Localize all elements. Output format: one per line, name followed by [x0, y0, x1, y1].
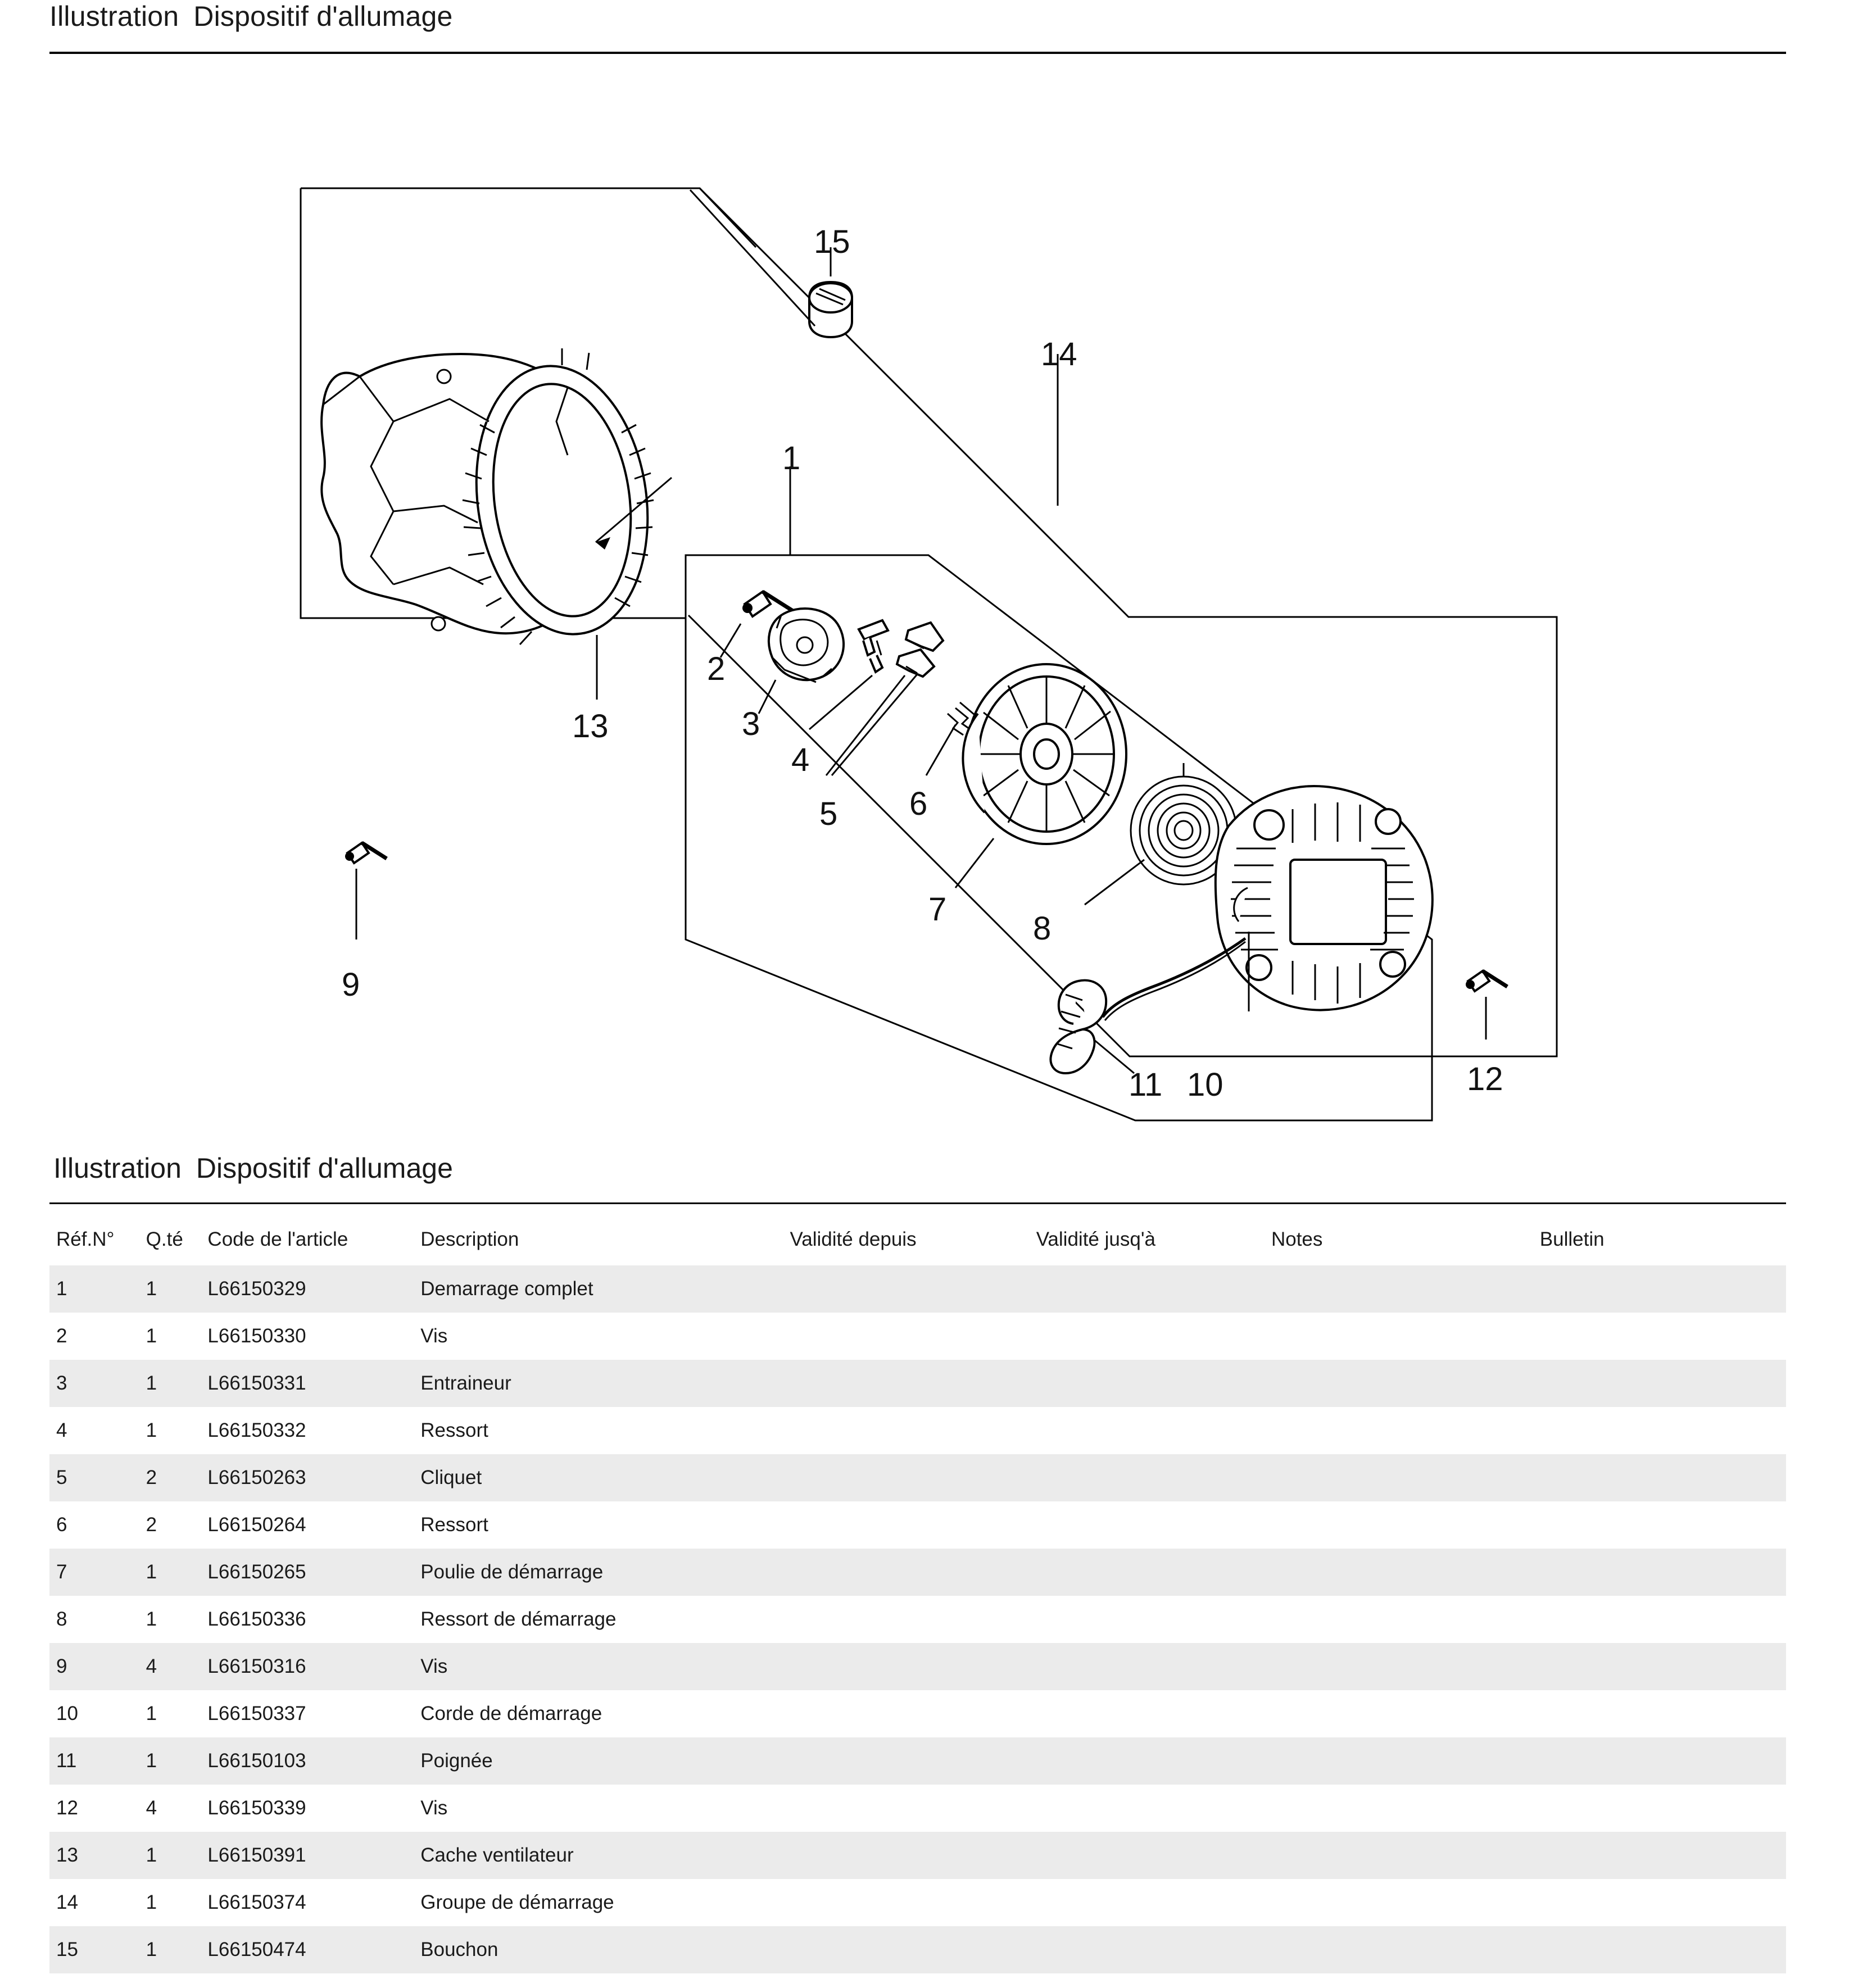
header-ref: Réf.N° [56, 1228, 115, 1250]
cell-code: L66150330 [207, 1325, 306, 1347]
table-row[interactable] [49, 1879, 1786, 1926]
cell-valid-from [790, 1785, 1036, 1832]
cell-description: Poulie de démarrage [420, 1561, 604, 1583]
cell-valid-to [1036, 1407, 1271, 1454]
cell-valid-from [790, 1313, 1036, 1360]
header-code: Code de l'article [207, 1228, 348, 1250]
cell-qty: 1 [146, 1278, 157, 1300]
table-row[interactable] [49, 1596, 1786, 1643]
cell-description: Vis [420, 1655, 448, 1677]
cell-notes [1271, 1643, 1540, 1690]
cell-code: L66150336 [207, 1608, 306, 1630]
cell-code: L66150337 [207, 1703, 306, 1724]
cell-bulletin [1540, 1785, 1786, 1832]
cell-valid-to [1036, 1879, 1271, 1926]
cell-description: Vis [420, 1325, 448, 1347]
cell-notes [1271, 1360, 1540, 1407]
cell-bulletin [1540, 1832, 1786, 1879]
cell-valid-to [1036, 1785, 1271, 1832]
table-row[interactable] [49, 1832, 1786, 1879]
callout-6: 6 [909, 786, 928, 822]
cell-valid-to [1036, 1832, 1271, 1879]
cell-valid-from [790, 1596, 1036, 1643]
cell-bulletin [1540, 1501, 1786, 1549]
cell-description: Vis [420, 1797, 448, 1819]
header-bulletin: Bulletin [1539, 1228, 1605, 1250]
callout-3: 3 [742, 706, 760, 742]
parts-list-title-value: Dispositif d'allumage [196, 1152, 453, 1184]
cell-ref: 12 [56, 1797, 78, 1819]
cell-notes [1271, 1454, 1540, 1501]
callout-15: 15 [814, 224, 850, 260]
cell-notes [1271, 1690, 1540, 1737]
table-row[interactable] [49, 1926, 1786, 1973]
cell-bulletin [1540, 1313, 1786, 1360]
cell-ref: 4 [56, 1419, 67, 1441]
cell-valid-from [790, 1360, 1036, 1407]
cell-code: L66150331 [207, 1372, 306, 1394]
cell-description: Ressort de démarrage [420, 1608, 617, 1630]
cell-ref: 5 [56, 1467, 67, 1488]
cell-valid-from [790, 1879, 1036, 1926]
callout-2: 2 [707, 651, 726, 687]
parts-list-divider [49, 1202, 1786, 1204]
cell-code: L66150332 [207, 1419, 306, 1441]
cell-valid-from [790, 1832, 1036, 1879]
cell-code: L66150263 [207, 1467, 306, 1488]
cell-qty: 1 [146, 1939, 157, 1960]
header-valid-to: Validité jusq'à [1036, 1228, 1155, 1250]
cell-notes [1271, 1549, 1540, 1596]
cell-ref: 1 [56, 1278, 67, 1300]
cell-ref: 8 [56, 1608, 67, 1630]
parts-table [49, 1214, 1786, 1973]
cell-qty: 1 [146, 1325, 157, 1347]
table-row[interactable] [49, 1360, 1786, 1407]
cell-valid-to [1036, 1596, 1271, 1643]
cell-valid-from [790, 1926, 1036, 1973]
cell-valid-to [1036, 1360, 1271, 1407]
parts-table-container [49, 1214, 1786, 1973]
cell-notes [1271, 1926, 1540, 1973]
cell-bulletin [1540, 1643, 1786, 1690]
cell-description: Groupe de démarrage [420, 1891, 614, 1913]
cell-bulletin [1540, 1265, 1786, 1313]
callout-5: 5 [819, 796, 838, 832]
cell-qty: 1 [146, 1891, 157, 1913]
cell-valid-to [1036, 1454, 1271, 1501]
cell-valid-to [1036, 1313, 1271, 1360]
callout-9: 9 [342, 966, 360, 1003]
cell-description: Poignée [420, 1750, 493, 1772]
cell-ref: 9 [56, 1655, 67, 1677]
cell-qty: 1 [146, 1844, 157, 1866]
callout-8: 8 [1033, 910, 1052, 947]
cell-valid-from [790, 1643, 1036, 1690]
table-row[interactable] [49, 1737, 1786, 1785]
cell-valid-from [790, 1737, 1036, 1785]
cell-ref: 11 [56, 1750, 77, 1772]
cell-valid-from [790, 1454, 1036, 1501]
cell-qty: 1 [146, 1419, 157, 1441]
cell-qty: 4 [146, 1797, 157, 1819]
callout-7: 7 [928, 891, 947, 928]
cell-code: L66150265 [207, 1561, 306, 1583]
callout-12: 12 [1467, 1061, 1503, 1097]
cell-valid-to [1036, 1643, 1271, 1690]
cell-qty: 1 [146, 1750, 157, 1772]
cell-qty: 1 [146, 1703, 157, 1724]
cell-code: L66150339 [207, 1797, 306, 1819]
cell-ref: 2 [56, 1325, 67, 1347]
cell-qty: 1 [146, 1372, 157, 1394]
cell-code: L66150329 [207, 1278, 306, 1300]
parts-table-head [49, 1214, 1786, 1265]
cell-bulletin [1540, 1549, 1786, 1596]
cell-bulletin [1540, 1879, 1786, 1926]
header-valid-from: Validité depuis [790, 1228, 917, 1250]
cell-description: Bouchon [420, 1939, 499, 1960]
cell-code: L66150103 [207, 1750, 306, 1772]
callout-1: 1 [782, 440, 801, 476]
exploded-view-illustration [0, 62, 1858, 1135]
parts-list-title-label: Illustration [53, 1152, 182, 1184]
table-row[interactable] [49, 1690, 1786, 1737]
parts-list-title [53, 1152, 453, 1184]
cell-valid-to [1036, 1265, 1271, 1313]
cell-notes [1271, 1737, 1540, 1785]
cell-valid-to [1036, 1690, 1271, 1737]
callout-11: 11 [1129, 1066, 1163, 1103]
cell-valid-to [1036, 1549, 1271, 1596]
table-row[interactable] [49, 1454, 1786, 1501]
cell-description: Cache ventilateur [420, 1844, 574, 1866]
cell-qty: 2 [146, 1514, 157, 1536]
parts-table-body [49, 1265, 1786, 1973]
cell-valid-to [1036, 1926, 1271, 1973]
cell-bulletin [1540, 1596, 1786, 1643]
cell-valid-from [790, 1265, 1036, 1313]
callout-14: 14 [1041, 336, 1077, 373]
page-title-label: Illustration [49, 1, 179, 32]
table-row[interactable] [49, 1501, 1786, 1549]
cell-notes [1271, 1265, 1540, 1313]
cell-code: L66150391 [207, 1844, 306, 1866]
header-qty: Q.té [146, 1228, 183, 1250]
cell-valid-from [790, 1501, 1036, 1549]
cell-notes [1271, 1879, 1540, 1926]
callout-4: 4 [791, 742, 810, 778]
cell-valid-from [790, 1690, 1036, 1737]
cell-code: L66150264 [207, 1514, 306, 1536]
title-divider [49, 52, 1786, 54]
cell-notes [1271, 1313, 1540, 1360]
cell-notes [1271, 1407, 1540, 1454]
cell-ref: 13 [56, 1844, 78, 1866]
table-header-row [49, 1214, 1786, 1265]
cell-notes [1271, 1785, 1540, 1832]
cell-code: L66150374 [207, 1891, 306, 1913]
cell-valid-to [1036, 1737, 1271, 1785]
cell-description: Corde de démarrage [420, 1703, 602, 1724]
cell-qty: 1 [146, 1608, 157, 1630]
cell-ref: 6 [56, 1514, 67, 1536]
header-desc: Description [420, 1228, 519, 1250]
page-title-value: Dispositif d'allumage [193, 1, 453, 32]
cell-valid-from [790, 1407, 1036, 1454]
cell-description: Demarrage complet [420, 1278, 593, 1300]
cell-description: Ressort [420, 1419, 488, 1441]
cell-ref: 10 [56, 1703, 78, 1724]
cell-ref: 3 [56, 1372, 67, 1394]
cell-bulletin [1540, 1454, 1786, 1501]
table-row[interactable] [49, 1549, 1786, 1596]
cell-code: L66150474 [207, 1939, 306, 1960]
cell-qty: 4 [146, 1655, 157, 1677]
table-row[interactable] [49, 1313, 1786, 1360]
cell-ref: 7 [56, 1561, 67, 1583]
cell-bulletin [1540, 1737, 1786, 1785]
cell-ref: 14 [56, 1891, 78, 1913]
cell-bulletin [1540, 1360, 1786, 1407]
cell-bulletin [1540, 1407, 1786, 1454]
page-title [49, 0, 452, 33]
callout-10: 10 [1187, 1066, 1223, 1103]
cell-code: L66150316 [207, 1655, 306, 1677]
cell-ref: 15 [56, 1939, 78, 1960]
cell-bulletin [1540, 1926, 1786, 1973]
cell-valid-from [790, 1549, 1036, 1596]
cell-notes [1271, 1596, 1540, 1643]
table-row[interactable] [49, 1265, 1786, 1313]
cell-description: Ressort [420, 1514, 488, 1536]
header-notes: Notes [1271, 1228, 1323, 1250]
cell-valid-to [1036, 1501, 1271, 1549]
cell-bulletin [1540, 1690, 1786, 1737]
cell-notes [1271, 1832, 1540, 1879]
table-row[interactable] [49, 1643, 1786, 1690]
callout-13: 13 [572, 708, 609, 745]
cell-description: Cliquet [420, 1467, 482, 1488]
cell-qty: 2 [146, 1467, 157, 1488]
cell-qty: 1 [146, 1561, 157, 1583]
cell-description: Entraineur [420, 1372, 511, 1394]
cell-notes [1271, 1501, 1540, 1549]
table-row[interactable] [49, 1407, 1786, 1454]
table-row[interactable] [49, 1785, 1786, 1832]
